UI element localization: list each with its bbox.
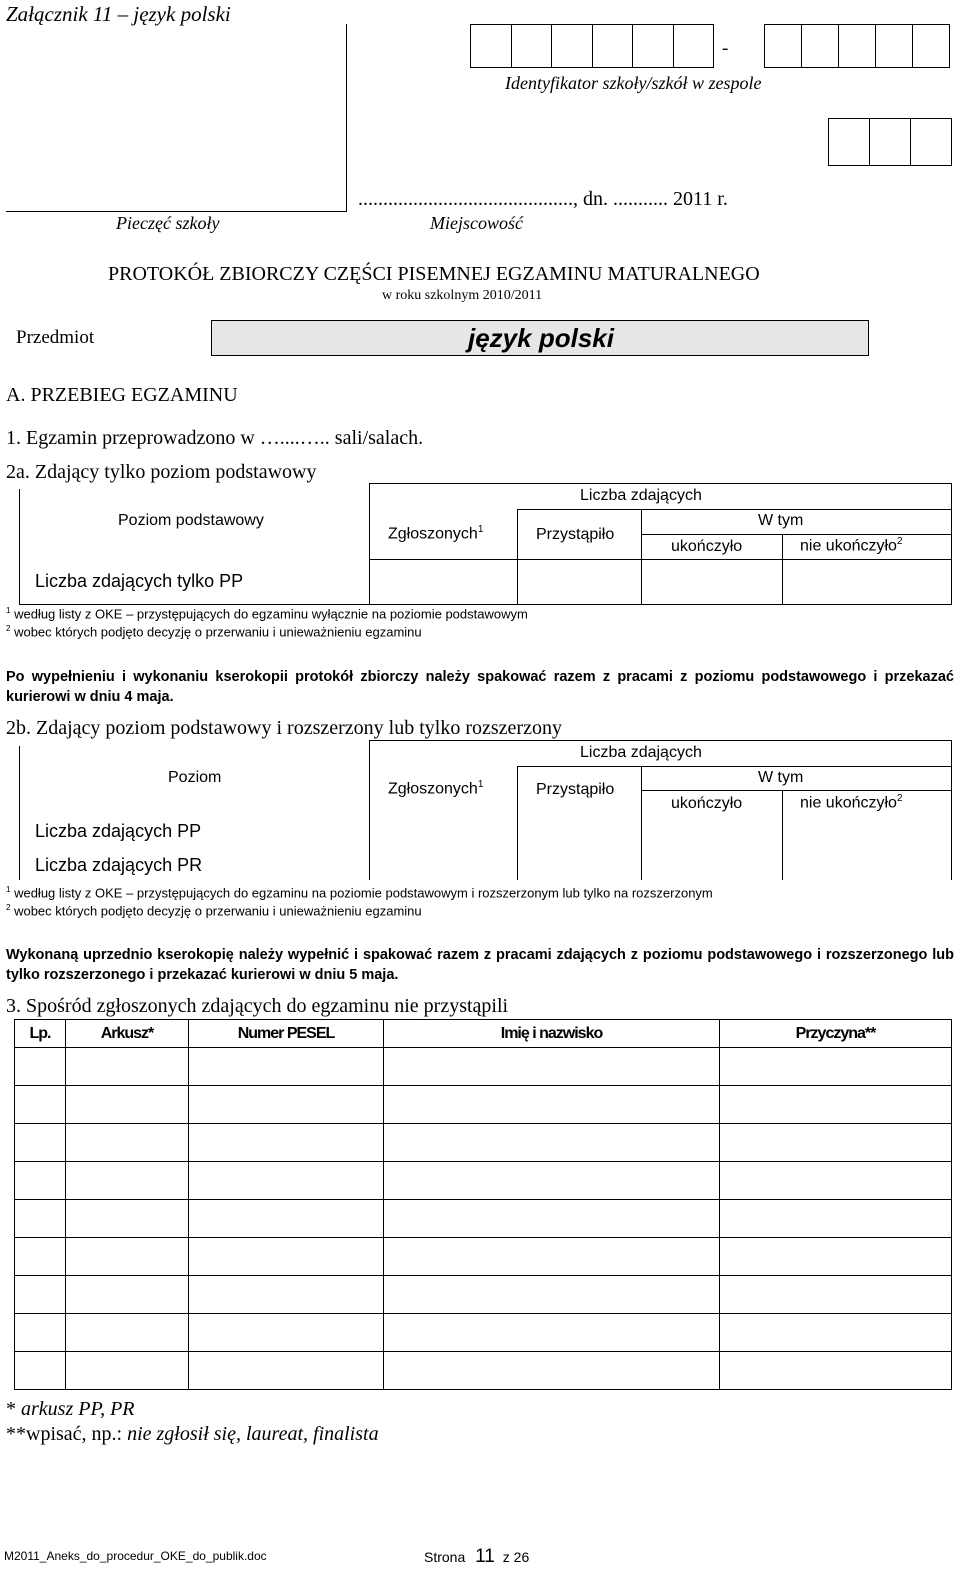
absent-cell-arkusz[interactable] (66, 1352, 189, 1390)
school-id-digit-cell[interactable] (551, 24, 593, 68)
section-2b-completed-header: ukończyło (671, 795, 743, 812)
place-label: Miejscowość (430, 213, 523, 233)
school-id-digit-cell[interactable] (592, 24, 634, 68)
section-2a-registered-cell[interactable] (370, 560, 517, 604)
subject-box (211, 320, 869, 356)
absent-table-row (15, 1352, 952, 1390)
school-id-label: Identyfikator szkoły/szkół w zespole (505, 73, 762, 93)
school-id-digit-cell[interactable] (801, 24, 839, 68)
school-id-dash: - (722, 38, 729, 59)
absent-cell-name[interactable] (384, 1048, 720, 1086)
absent-cell-reason[interactable] (720, 1276, 952, 1314)
absent-cell-pesel[interactable] (189, 1276, 384, 1314)
school-id-digit-cell[interactable] (912, 24, 950, 68)
section-2b-registered-header: Zgłoszonych$^1$ (388, 779, 484, 798)
absent-table-row (15, 1048, 952, 1086)
section-2a-of-which-header: W tym (758, 512, 804, 529)
absent-cell-name[interactable] (384, 1200, 720, 1238)
absent-table-row (15, 1086, 952, 1124)
absent-cell-name[interactable] (384, 1162, 720, 1200)
date-line[interactable]: ..........................................., dn. ........... 2011 r. (358, 188, 728, 210)
absent-cell-lp[interactable] (15, 1048, 66, 1086)
absent-cell-lp[interactable] (15, 1162, 66, 1200)
footer-filename: M2011_Aneks_do_procedur_OKE_do_publik.doc (4, 1549, 267, 1563)
school-id-digit-cell[interactable] (673, 24, 715, 68)
section-2a-attended-cell[interactable] (518, 560, 641, 604)
section-2a-footnote-2: $^2$ wobec których podjęto decyzję o przerwaniu i unieważnieniu egzaminu (6, 624, 422, 640)
school-id-digit-cell[interactable] (828, 118, 870, 166)
section-2a-footnote-1: $^1$ według listy z OKE – przystępujących do egzaminu wyłącznie na poziomie podstawowym (6, 606, 528, 622)
school-id-digit-cell[interactable] (910, 118, 952, 166)
section-2b-footnote-1: $^1$ według listy z OKE – przystępujących do egzaminu na poziomie podstawowym i rozszerzonym lub tylko na rozszerzonym (6, 885, 713, 901)
absent-cell-reason[interactable] (720, 1238, 952, 1276)
stamp-area-bottom-border (6, 211, 347, 212)
section-2b-instruction: Wykonaną uprzednio kserokopię należy wypełnić i spakować razem z pracami zdających z poziomu podstawowego i rozszerzonego lub tylko rozszerzonego i przekazać kurierowi w dniu 5 maja. (6, 947, 954, 983)
absent-table-row (15, 1276, 952, 1314)
section-2a-level-header: Poziom podstawowy (118, 512, 264, 529)
section-a-heading: A. PRZEBIEG EGZAMINU (6, 384, 238, 406)
absent-cell-pesel[interactable] (189, 1048, 384, 1086)
absent-cell-name[interactable] (384, 1124, 720, 1162)
absent-cell-reason[interactable] (720, 1162, 952, 1200)
absent-table-row (15, 1238, 952, 1276)
section-2b-of-which-header: W tym (758, 769, 804, 786)
footer-page: Strona 11 z 26 (424, 1546, 530, 1567)
absent-cell-lp[interactable] (15, 1314, 66, 1352)
section-2a-attended-header: Przystąpiło (536, 526, 615, 543)
note-star: * arkusz PP, PR (6, 1398, 135, 1420)
footer-page-number: 11 (475, 1546, 495, 1567)
absent-cell-pesel[interactable] (189, 1162, 384, 1200)
school-year: w roku szkolnym 2010/2011 (382, 288, 543, 303)
section-2b-attended-header: Przystąpiło (536, 781, 615, 798)
absent-cell-name[interactable] (384, 1238, 720, 1276)
absent-table-header-row (15, 1020, 952, 1048)
school-id-digit-cell[interactable] (511, 24, 553, 68)
absent-table-row (15, 1124, 952, 1162)
absent-cell-arkusz[interactable] (66, 1200, 189, 1238)
section-2a-completed-cell[interactable] (642, 560, 782, 604)
absent-cell-reason[interactable] (720, 1048, 952, 1086)
absent-cell-name[interactable] (384, 1276, 720, 1314)
absent-cell-lp[interactable] (15, 1352, 66, 1390)
absent-cell-arkusz[interactable] (66, 1124, 189, 1162)
section-2a-row-label: Liczba zdających tylko PP (35, 571, 244, 591)
absent-cell-arkusz[interactable] (66, 1276, 189, 1314)
section-2a-not-completed-cell[interactable] (783, 560, 951, 604)
protocol-title: PROTOKÓŁ ZBIORCZY CZĘŚCI PISEMNEJ EGZAMINU MATURALNEGO (108, 263, 760, 285)
section-2b-count-header: Liczba zdających (580, 744, 702, 761)
absent-cell-name[interactable] (384, 1086, 720, 1124)
absent-cell-pesel[interactable] (189, 1314, 384, 1352)
school-id-digit-cell[interactable] (764, 24, 802, 68)
school-id-digit-cell[interactable] (470, 24, 512, 68)
absent-cell-lp[interactable] (15, 1086, 66, 1124)
absent-col-arkusz: Arkusz* (66, 1020, 189, 1048)
school-id-digit-cell[interactable] (632, 24, 674, 68)
section-3-heading: 3. Spośród zgłoszonych zdających do egzaminu nie przystąpili (6, 995, 509, 1017)
section-2b-row-pp-label: Liczba zdających PP (35, 821, 202, 841)
section-2b-not-completed-header: nie ukończyło$^2$ (800, 793, 903, 812)
stamp-label: Pieczęć szkoły (116, 213, 220, 233)
school-id-digit-cell[interactable] (875, 24, 913, 68)
absent-col-reason: Przyczyna** (720, 1020, 952, 1048)
section-2a-instruction: Po wypełnieniu i wykonaniu kserokopii protokół zbiorczy należy spakować razem z pracami z poziomu podstawowego i przekazać kurierowi w dniu 4 maja. (6, 669, 954, 705)
section-2b-row-pr-label: Liczba zdających PR (35, 855, 203, 875)
absent-cell-arkusz[interactable] (66, 1238, 189, 1276)
absent-table-row (15, 1200, 952, 1238)
absent-table-row (15, 1162, 952, 1200)
absent-cell-reason[interactable] (720, 1200, 952, 1238)
absent-cell-reason[interactable] (720, 1086, 952, 1124)
absent-col-lp: Lp. (15, 1020, 66, 1048)
absent-table-row (15, 1314, 952, 1352)
absent-cell-reason[interactable] (720, 1314, 952, 1352)
section-2a-count-header: Liczba zdających (580, 487, 702, 504)
section-2b-level-header: Poziom (168, 769, 222, 786)
absent-cell-lp[interactable] (15, 1238, 66, 1276)
section-a-item1[interactable]: 1. Egzamin przeprowadzono w …....….. sali/salach. (6, 427, 424, 449)
absent-cell-lp[interactable] (15, 1276, 66, 1314)
absent-table (14, 1019, 952, 1390)
stamp-area-right-border (346, 24, 347, 212)
absent-cell-arkusz[interactable] (66, 1086, 189, 1124)
section-2b-heading: 2b. Zdający poziom podstawowy i rozszerzony lub tylko rozszerzony (6, 717, 562, 739)
absent-cell-lp[interactable] (15, 1200, 66, 1238)
section-2a-not-completed-header: nie ukończyło$^2$ (800, 536, 903, 555)
subject-value: język polski (468, 323, 614, 353)
absent-cell-arkusz[interactable] (66, 1162, 189, 1200)
absent-cell-pesel[interactable] (189, 1238, 384, 1276)
note-double-star: **wpisać, np.: nie zgłosił się, laureat, finalista (6, 1423, 379, 1445)
absent-cell-pesel[interactable] (189, 1352, 384, 1390)
annex-title: Załącznik 11 – język polski (6, 2, 231, 26)
absent-cell-name[interactable] (384, 1314, 720, 1352)
absent-cell-pesel[interactable] (189, 1086, 384, 1124)
school-id-digit-cell[interactable] (838, 24, 876, 68)
school-id-digit-cell[interactable] (869, 118, 911, 166)
subject-label: Przedmiot (16, 327, 95, 348)
section-2b-footnote-2: $^2$ wobec których podjęto decyzję o przerwaniu i unieważnieniu egzaminu (6, 903, 422, 919)
absent-cell-arkusz[interactable] (66, 1048, 189, 1086)
absent-col-name: Imię i nazwisko (384, 1020, 720, 1048)
absent-cell-reason[interactable] (720, 1352, 952, 1390)
section-2a-completed-header: ukończyło (671, 538, 743, 555)
absent-cell-arkusz[interactable] (66, 1314, 189, 1352)
absent-cell-reason[interactable] (720, 1124, 952, 1162)
section-2a-registered-header: Zgłoszonych$^1$ (388, 524, 484, 543)
absent-col-pesel: Numer PESEL (189, 1020, 384, 1048)
absent-cell-pesel[interactable] (189, 1124, 384, 1162)
section-2a-heading: 2a. Zdający tylko poziom podstawowy (6, 461, 317, 483)
absent-cell-pesel[interactable] (189, 1200, 384, 1238)
absent-cell-name[interactable] (384, 1352, 720, 1390)
absent-cell-lp[interactable] (15, 1124, 66, 1162)
